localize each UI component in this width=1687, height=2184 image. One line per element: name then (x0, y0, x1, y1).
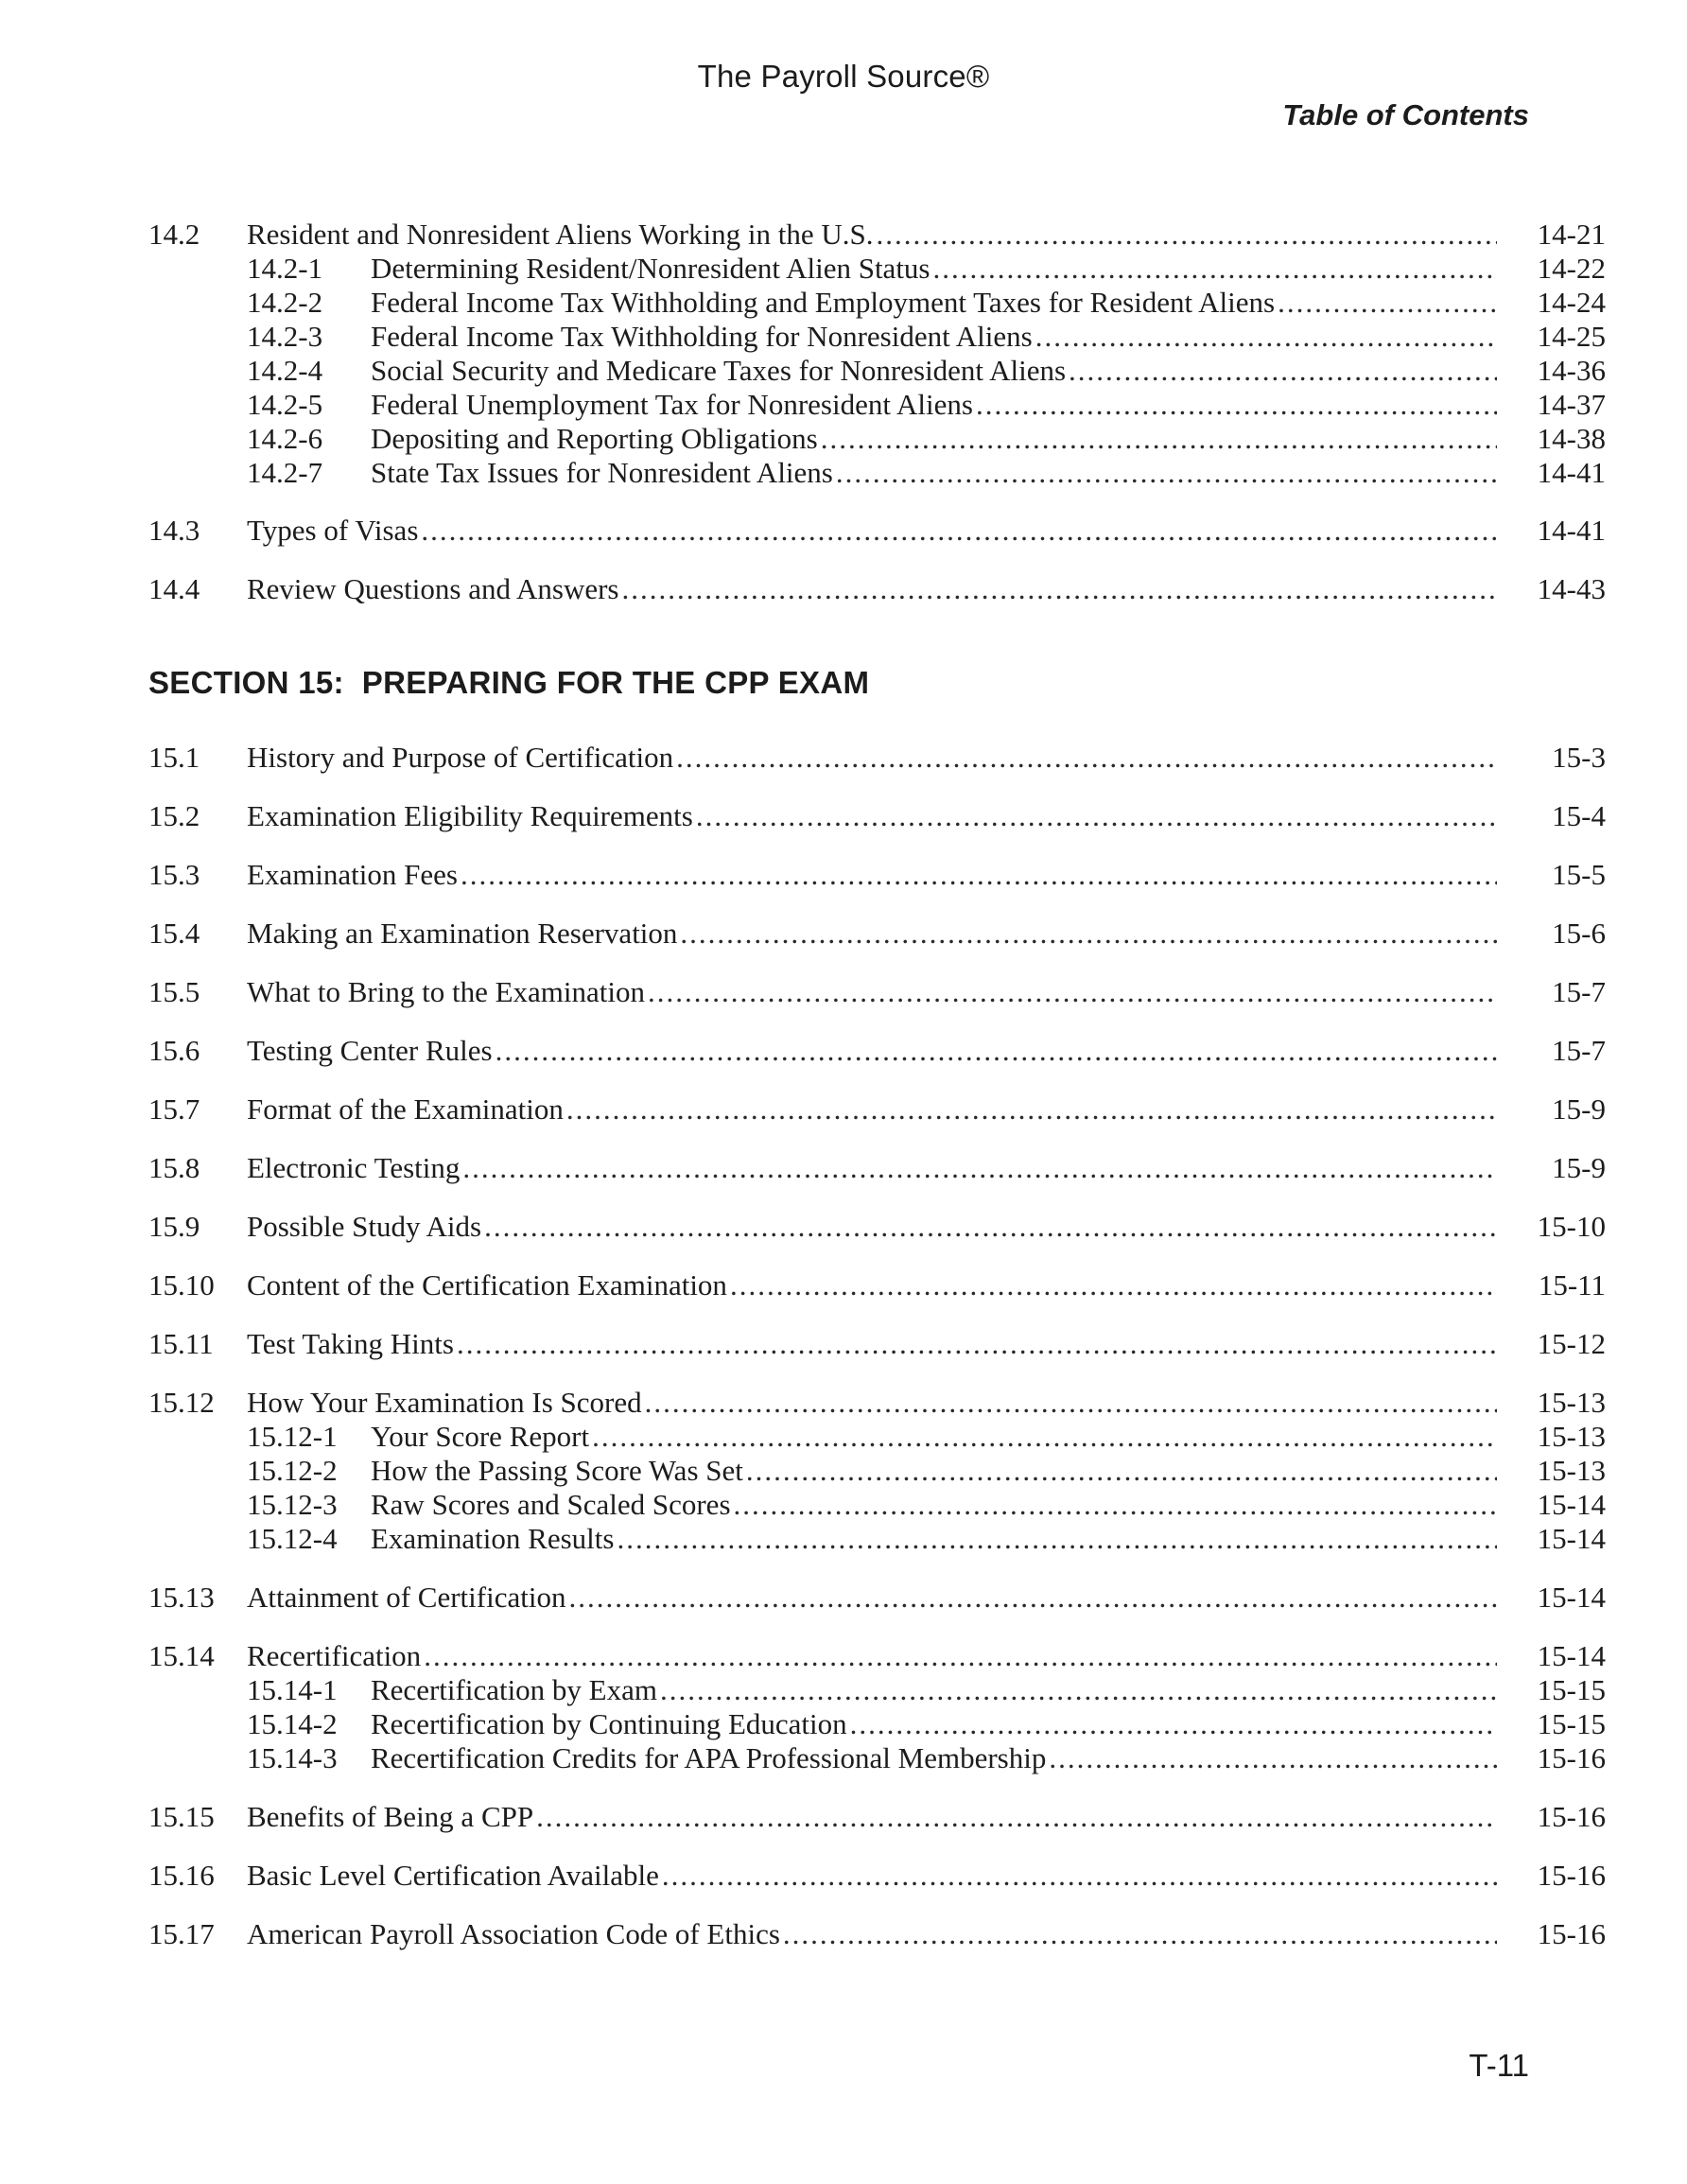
toc-entry-title: Your Score Report (371, 1420, 590, 1453)
dot-leader (662, 1859, 1497, 1893)
toc-entry-number: 15.3 (148, 858, 200, 891)
toc-entry-title: Recertification by Exam (371, 1673, 657, 1706)
toc-entry-leader (247, 799, 1497, 833)
dot-leader (1049, 1741, 1497, 1775)
toc-entry-page: 15-14 (1537, 1639, 1606, 1672)
dot-leader (783, 1917, 1497, 1951)
toc-entry-number: 15.1 (148, 741, 200, 774)
toc-entry-leader (247, 218, 1497, 252)
toc-entry-leader (247, 1917, 1497, 1951)
toc-entry-page: 15-7 (1552, 1034, 1606, 1067)
dot-leader (877, 218, 1497, 252)
toc-entry-number: 14.2 (148, 218, 200, 251)
toc-entry-number: 14.2-6 (247, 422, 323, 455)
toc-entry-number: 15.9 (148, 1210, 200, 1243)
toc-entry-title: Recertification by Continuing Education (371, 1707, 847, 1740)
toc-entry-number: 15.14 (148, 1639, 215, 1672)
dot-leader (976, 388, 1497, 422)
toc-entry-page: 15-13 (1537, 1420, 1606, 1453)
toc-entry-title: Depositing and Reporting Obligations (371, 422, 818, 455)
toc-entry-title: Testing Center Rules (247, 1034, 493, 1067)
toc-entry (0, 1800, 1687, 1834)
toc-entry-number: 15.7 (148, 1092, 200, 1126)
toc-entry (0, 1639, 1687, 1673)
toc-entry-title: Examination Eligibility Requirements (247, 799, 693, 832)
toc-entry-page: 15-12 (1537, 1327, 1606, 1360)
toc-entry (0, 1151, 1687, 1185)
toc-entry (0, 388, 1687, 422)
dot-leader (424, 1639, 1497, 1673)
toc-entry-leader (371, 388, 1497, 422)
toc-entry-title: What to Bring to the Examination (247, 975, 645, 1008)
toc-entry-leader (247, 1151, 1497, 1185)
toc-entry-title: Benefits of Being a CPP (247, 1800, 534, 1833)
toc-entry-page: 14-38 (1537, 422, 1606, 455)
toc-entry-title: Social Security and Medicare Taxes for Nonresident Aliens (371, 354, 1067, 387)
toc-entry-page: 14-41 (1537, 456, 1606, 489)
toc-entry-number: 15.16 (148, 1859, 215, 1892)
toc-entry-page: 15-4 (1552, 799, 1606, 832)
dot-leader (484, 1210, 1497, 1244)
toc-entry-number: 15.17 (148, 1917, 215, 1950)
toc-entry (0, 1707, 1687, 1741)
toc-entry-page: 15-6 (1552, 917, 1606, 950)
toc-entry-title: Federal Income Tax Withholding for Nonresident Aliens (371, 320, 1033, 353)
toc-entry-title: How Your Examination Is Scored (247, 1386, 642, 1419)
toc-entry-page: 14-41 (1537, 514, 1606, 547)
toc-entry-page: 15-7 (1552, 975, 1606, 1008)
toc-entry-page: 15-13 (1537, 1386, 1606, 1419)
toc-entry (0, 354, 1687, 388)
dot-leader (836, 456, 1497, 490)
toc-entry (0, 514, 1687, 548)
dot-leader (496, 1034, 1497, 1068)
dot-leader (568, 1581, 1497, 1615)
toc-entry-page: 15-15 (1537, 1707, 1606, 1740)
toc-entry-leader (247, 1800, 1497, 1834)
toc-entry-number: 14.2-7 (247, 456, 323, 489)
toc-entry (0, 1092, 1687, 1127)
toc-entry-page: 15-16 (1537, 1800, 1606, 1833)
toc-entry-leader (247, 1210, 1497, 1244)
toc-entry-leader (247, 741, 1497, 775)
toc-entry-number: 15.12-3 (247, 1488, 338, 1521)
toc-entry-number: 15.12-2 (247, 1454, 338, 1487)
toc-entry-leader (247, 975, 1497, 1009)
dot-leader (933, 252, 1498, 286)
toc-entry (0, 1268, 1687, 1302)
toc-entry (0, 1454, 1687, 1488)
toc-entry-title: Recertification (247, 1639, 422, 1672)
dot-leader (734, 1488, 1497, 1522)
toc-entry (0, 1859, 1687, 1893)
toc-entry-leader (247, 1581, 1497, 1615)
toc-entry-leader (247, 1268, 1497, 1302)
dot-leader (746, 1454, 1497, 1488)
toc-entry-number: 15.2 (148, 799, 200, 832)
toc-entry-page: 15-16 (1537, 1859, 1606, 1892)
toc-entry-leader (247, 572, 1497, 606)
toc-entry-leader (371, 1522, 1497, 1556)
toc-entry-number: 14.4 (148, 572, 200, 605)
toc-entry-title: Format of the Examination (247, 1092, 564, 1126)
toc-entry-title: Attainment of Certification (247, 1581, 566, 1614)
toc-entry-page: 15-5 (1552, 858, 1606, 891)
dot-leader (462, 1151, 1497, 1185)
toc-entry-number: 14.2-4 (247, 354, 323, 387)
toc-entry-title: Review Questions and Answers (247, 572, 619, 605)
toc-entry (0, 741, 1687, 775)
toc-entry-title: Raw Scores and Scaled Scores (371, 1488, 731, 1521)
toc-entry-number: 15.14-3 (247, 1741, 338, 1774)
toc-entry-title: American Payroll Association Code of Ethics (247, 1917, 780, 1950)
toc-entry (0, 1034, 1687, 1068)
toc-entry-page: 14-37 (1537, 388, 1606, 421)
table-of-contents-header: Table of Contents (1282, 98, 1529, 131)
toc-entry-title: How the Passing Score Was Set (371, 1454, 743, 1487)
toc-entry (0, 1386, 1687, 1420)
toc-entry (0, 1210, 1687, 1244)
toc-entry (0, 858, 1687, 892)
toc-entry-page: 15-11 (1538, 1268, 1606, 1302)
dot-leader (730, 1268, 1497, 1302)
dot-leader (1069, 354, 1497, 388)
toc-entry (0, 1420, 1687, 1454)
toc-entry-page: 14-22 (1537, 252, 1606, 285)
toc-entry-title: Basic Level Certification Available (247, 1859, 659, 1892)
toc-entry (0, 286, 1687, 320)
toc-entry-title: Electronic Testing (247, 1151, 461, 1184)
toc-entry (0, 456, 1687, 490)
toc-entry-leader (371, 1420, 1497, 1454)
toc-entry-page: 15-9 (1552, 1151, 1606, 1184)
toc-entry-leader (371, 354, 1497, 388)
toc-entry-leader (247, 858, 1497, 892)
toc-entry-page: 14-43 (1537, 572, 1606, 605)
toc-entry (0, 799, 1687, 833)
toc-entry-page: 15-14 (1537, 1581, 1606, 1614)
toc-entry-leader (371, 1673, 1497, 1707)
dot-leader (660, 1673, 1497, 1707)
toc-entry (0, 1327, 1687, 1361)
toc-entry-number: 14.3 (148, 514, 200, 547)
dot-leader (457, 1327, 1497, 1361)
dot-leader (676, 741, 1497, 775)
toc-entry-number: 15.10 (148, 1268, 215, 1302)
toc-entry-page: 14-21 (1537, 218, 1606, 251)
toc-entry-leader (247, 1034, 1497, 1068)
toc-entry-leader (371, 1454, 1497, 1488)
toc-entry-leader (371, 1707, 1497, 1741)
toc-entry-leader (247, 1386, 1497, 1420)
toc-entry-number: 15.14-1 (247, 1673, 338, 1706)
toc-entry-title: Content of the Certification Examination (247, 1268, 727, 1302)
dot-leader (645, 1386, 1497, 1420)
page-number: T-11 (1469, 2048, 1529, 2083)
dot-leader (680, 917, 1497, 951)
running-title: The Payroll Source® (697, 59, 990, 94)
toc-entry-number: 15.15 (148, 1800, 215, 1833)
toc-entry-number: 15.12-1 (247, 1420, 338, 1453)
toc-entry-title: Resident and Nonresident Aliens Working in the U.S. (247, 218, 874, 251)
toc-entry-title: Determining Resident/Nonresident Alien Status (371, 252, 930, 285)
dot-leader (421, 514, 1497, 548)
dot-leader (850, 1707, 1497, 1741)
toc-entry (0, 917, 1687, 951)
dot-leader (566, 1092, 1497, 1127)
toc-entry-number: 15.12 (148, 1386, 215, 1419)
toc-entry-title: Test Taking Hints (247, 1327, 454, 1360)
toc-entry (0, 1488, 1687, 1522)
toc-entry-leader (371, 320, 1497, 354)
toc-entry-title: Making an Examination Reservation (247, 917, 678, 950)
toc-entry-leader (247, 917, 1497, 951)
toc-entry-number: 15.4 (148, 917, 200, 950)
toc-entry-page: 15-3 (1552, 741, 1606, 774)
toc-entry-leader (371, 1741, 1497, 1775)
toc-entry (0, 320, 1687, 354)
toc-entry (0, 218, 1687, 252)
dot-leader (1035, 320, 1497, 354)
toc-entry-page: 15-13 (1537, 1454, 1606, 1487)
toc-entry-page: 14-24 (1537, 286, 1606, 319)
toc-entry-title: Examination Fees (247, 858, 458, 891)
toc-entry-number: 15.8 (148, 1151, 200, 1184)
toc-entry (0, 572, 1687, 606)
toc-entry-leader (247, 1327, 1497, 1361)
toc-entry-leader (247, 1092, 1497, 1127)
toc-entry-number: 15.6 (148, 1034, 200, 1067)
toc-entry-leader (371, 422, 1497, 456)
toc-entry-number: 14.2-3 (247, 320, 323, 353)
toc-entry-number: 14.2-1 (247, 252, 323, 285)
dot-leader (617, 1522, 1497, 1556)
toc-entry-page: 15-14 (1537, 1522, 1606, 1555)
toc-entry-leader (247, 1859, 1497, 1893)
toc-entry (0, 1673, 1687, 1707)
dot-leader (592, 1420, 1497, 1454)
dot-leader (461, 858, 1497, 892)
toc-entry-page: 15-15 (1537, 1673, 1606, 1706)
toc-entry-page: 15-16 (1537, 1917, 1606, 1950)
toc-entry-title: Recertification Credits for APA Professional Membership (371, 1741, 1047, 1774)
toc-entry (0, 1522, 1687, 1556)
toc-entry-leader (247, 514, 1497, 548)
toc-entry-number: 15.12-4 (247, 1522, 338, 1555)
toc-entry-number: 15.11 (148, 1327, 214, 1360)
toc-entry-page: 14-36 (1537, 354, 1606, 387)
toc-entry (0, 975, 1687, 1009)
toc-entry-title: Possible Study Aids (247, 1210, 482, 1243)
dot-leader (536, 1800, 1497, 1834)
dot-leader (1278, 286, 1497, 320)
toc-entry-page: 15-14 (1537, 1488, 1606, 1521)
toc-entry (0, 1917, 1687, 1951)
toc-entry-number: 15.14-2 (247, 1707, 338, 1740)
dot-leader (696, 799, 1497, 833)
toc-entry-title: Federal Unemployment Tax for Nonresident Aliens (371, 388, 973, 421)
toc-entry-page: 14-25 (1537, 320, 1606, 353)
dot-leader (821, 422, 1497, 456)
toc-entry-leader (371, 456, 1497, 490)
toc-entry-leader (371, 1488, 1497, 1522)
toc-entry-page: 15-9 (1552, 1092, 1606, 1126)
toc-entry-title: State Tax Issues for Nonresident Aliens (371, 456, 833, 489)
toc-entry-leader (247, 1639, 1497, 1673)
dot-leader (621, 572, 1497, 606)
toc-entry-page: 15-10 (1537, 1210, 1606, 1243)
section-15-heading: SECTION 15: PREPARING FOR THE CPP EXAM (148, 665, 870, 700)
toc-entry-title: Federal Income Tax Withholding and Employment Taxes for Resident Aliens (371, 286, 1276, 319)
toc-entry-number: 14.2-5 (247, 388, 323, 421)
toc-entry-number: 15.5 (148, 975, 200, 1008)
toc-entry-title: Examination Results (371, 1522, 615, 1555)
toc-entry-title: Types of Visas (247, 514, 419, 547)
toc-entry (0, 1581, 1687, 1615)
toc-entry (0, 422, 1687, 456)
dot-leader (648, 975, 1497, 1009)
toc-entry (0, 252, 1687, 286)
toc-entry-leader (371, 286, 1497, 320)
toc-entry-number: 15.13 (148, 1581, 215, 1614)
toc-entry-title: History and Purpose of Certification (247, 741, 674, 774)
toc-entry-page: 15-16 (1537, 1741, 1606, 1774)
toc-entry (0, 1741, 1687, 1775)
toc-entry-number: 14.2-2 (247, 286, 323, 319)
toc-entry-leader (371, 252, 1497, 286)
